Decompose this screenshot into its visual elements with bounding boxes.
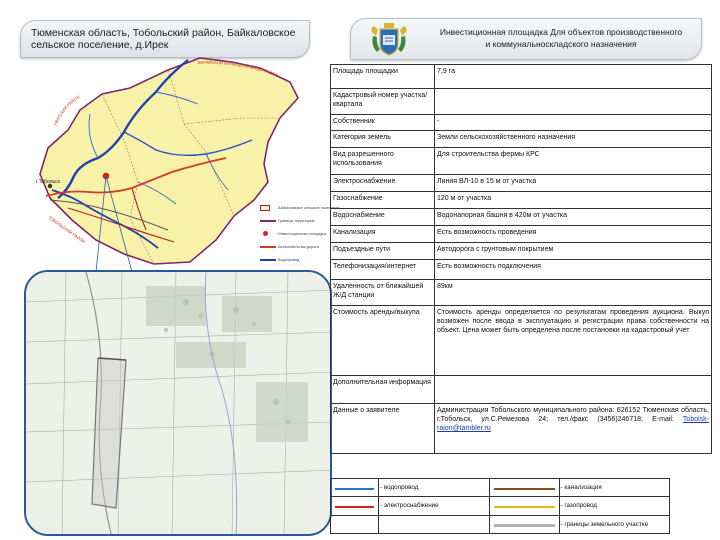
row-label: Категория земель <box>331 131 435 148</box>
row-label: Подъездные пути <box>331 243 435 260</box>
water-pipe-line <box>335 488 374 490</box>
coat-of-arms-icon <box>369 22 409 58</box>
table-row <box>331 131 712 148</box>
power-line <box>335 506 374 508</box>
legend-swatch-empty <box>331 515 379 533</box>
row-value: Земли сельскохозяйственного назначения <box>435 131 712 148</box>
legend-swatch <box>331 497 379 515</box>
row-label: Кадастровый номер участка/квартала <box>331 89 435 115</box>
table-row <box>331 175 712 192</box>
legend-swatch <box>331 479 379 497</box>
table-row <box>331 148 712 175</box>
applicant-email-link[interactable]: Tobolsk-raion@tambler.ru <box>437 416 709 432</box>
site-parameters-table <box>330 64 712 454</box>
row-label: Электроснабжение <box>331 175 435 192</box>
table-row <box>331 404 712 454</box>
cadastral-plot-view <box>24 270 332 536</box>
row-value: Автодорога с грунтовым покрытием <box>435 243 712 260</box>
legend-row <box>331 515 670 533</box>
legend-label: - водопровод <box>379 479 490 497</box>
utilities-legend <box>330 478 670 534</box>
row-label: Площадь площадки <box>331 65 435 89</box>
table-row <box>331 280 712 306</box>
sewer-line <box>494 488 555 490</box>
legend-row <box>331 479 670 497</box>
table-row <box>331 192 712 209</box>
row-value: Для строительства фермы КРС <box>435 148 712 175</box>
region-label-left: УВАТСКИЙ РАЙОН <box>52 94 81 127</box>
map-legend-item: Байкаловское сельское поселение <box>260 204 348 217</box>
region-line-2: сельское поселение, д.Ирек <box>31 39 169 51</box>
table-row <box>331 115 712 131</box>
plot-boundary-line <box>494 524 555 527</box>
row-value: Водонапорная башня в 420м от участка <box>435 209 712 226</box>
map-legend-item: Инвестиционная площадка <box>260 230 348 243</box>
table-row <box>331 65 712 89</box>
table-row <box>331 89 712 115</box>
row-label: Телефонизация/интернет <box>331 260 435 280</box>
table-row <box>331 226 712 243</box>
district-map <box>28 40 340 272</box>
row-value: - <box>435 115 712 131</box>
site-title-box <box>350 18 702 60</box>
legend-swatch <box>489 497 559 515</box>
row-label: Удаленность от ближайшей Ж/Д станции <box>331 280 435 306</box>
row-label: Вид разрешенного использования <box>331 148 435 175</box>
row-value: 7,9 га <box>435 65 712 89</box>
row-label: Дополнительная информация <box>331 376 435 404</box>
region-label-bottom: ТОБОЛЬСКИЙ РАЙОН <box>47 214 87 245</box>
region-line-1: Тюменская область, Тобольский район, Байкаловское <box>31 27 296 39</box>
tobolsk-label: г.Тобольск <box>36 179 60 185</box>
table-row <box>331 243 712 260</box>
site-title <box>423 26 699 50</box>
row-value: Есть возможность проведения <box>435 226 712 243</box>
legend-label-empty <box>379 515 490 533</box>
legend-label: - газопровод <box>559 497 670 515</box>
row-value: 120 м от участка <box>435 192 712 209</box>
applicant-info: Администрация Тобольского муниципального района: 626152 Тюменская область, г.Тобольск, ул.С.Ремезова 24; тел./факс (3456)246718; E-mail: <box>437 407 709 423</box>
row-label: Стоимость аренды/выкупа <box>331 306 435 376</box>
legend-swatch <box>489 479 559 497</box>
table-row <box>331 260 712 280</box>
row-label: Собственник <box>331 115 435 131</box>
legend-label: - электроснабжение <box>379 497 490 515</box>
row-value <box>435 376 712 404</box>
map-legend-item: Автомобильная дорога <box>260 243 348 256</box>
row-value: Стоимость аренды определяется по результатам проведения аукциона. Выкуп возможен после ввода в эксплуатацию и регистрации права собственности на объект. Цена может быть определена после постановки на кадастровый учет <box>435 306 712 376</box>
row-label: Данные о заявителе <box>331 404 435 454</box>
row-label: Водоснабжение <box>331 209 435 226</box>
row-value: 89км <box>435 280 712 306</box>
site-title-line-1: Инвестиционная площадка Для объектов производственного <box>439 27 683 37</box>
gas-pipe-line <box>494 506 555 508</box>
map-legend-item: Водопровод <box>260 256 348 269</box>
cadastral-plot-graphic <box>26 272 332 536</box>
row-label: Канализация <box>331 226 435 243</box>
row-value <box>435 404 712 454</box>
row-value: Есть возможность подключения <box>435 260 712 280</box>
table-row <box>331 376 712 404</box>
map-legend-item: Границы территории <box>260 217 348 230</box>
row-label: Газоснабжение <box>331 192 435 209</box>
row-value: Линия ВЛ-10 в 15 м от участка <box>435 175 712 192</box>
site-title-line-2: и коммунальноскладского назначения <box>485 39 637 49</box>
row-value <box>435 89 712 115</box>
legend-label: - границы земельного участке <box>559 515 670 533</box>
table-row <box>331 209 712 226</box>
legend-swatch <box>489 515 559 533</box>
legend-label: - канализация <box>559 479 670 497</box>
table-row <box>331 306 712 376</box>
legend-row <box>331 497 670 515</box>
region-label-top: ВАГАЙСКИЙ МУНИЦИПАЛЬНЫЙ РАЙОН <box>197 59 280 78</box>
